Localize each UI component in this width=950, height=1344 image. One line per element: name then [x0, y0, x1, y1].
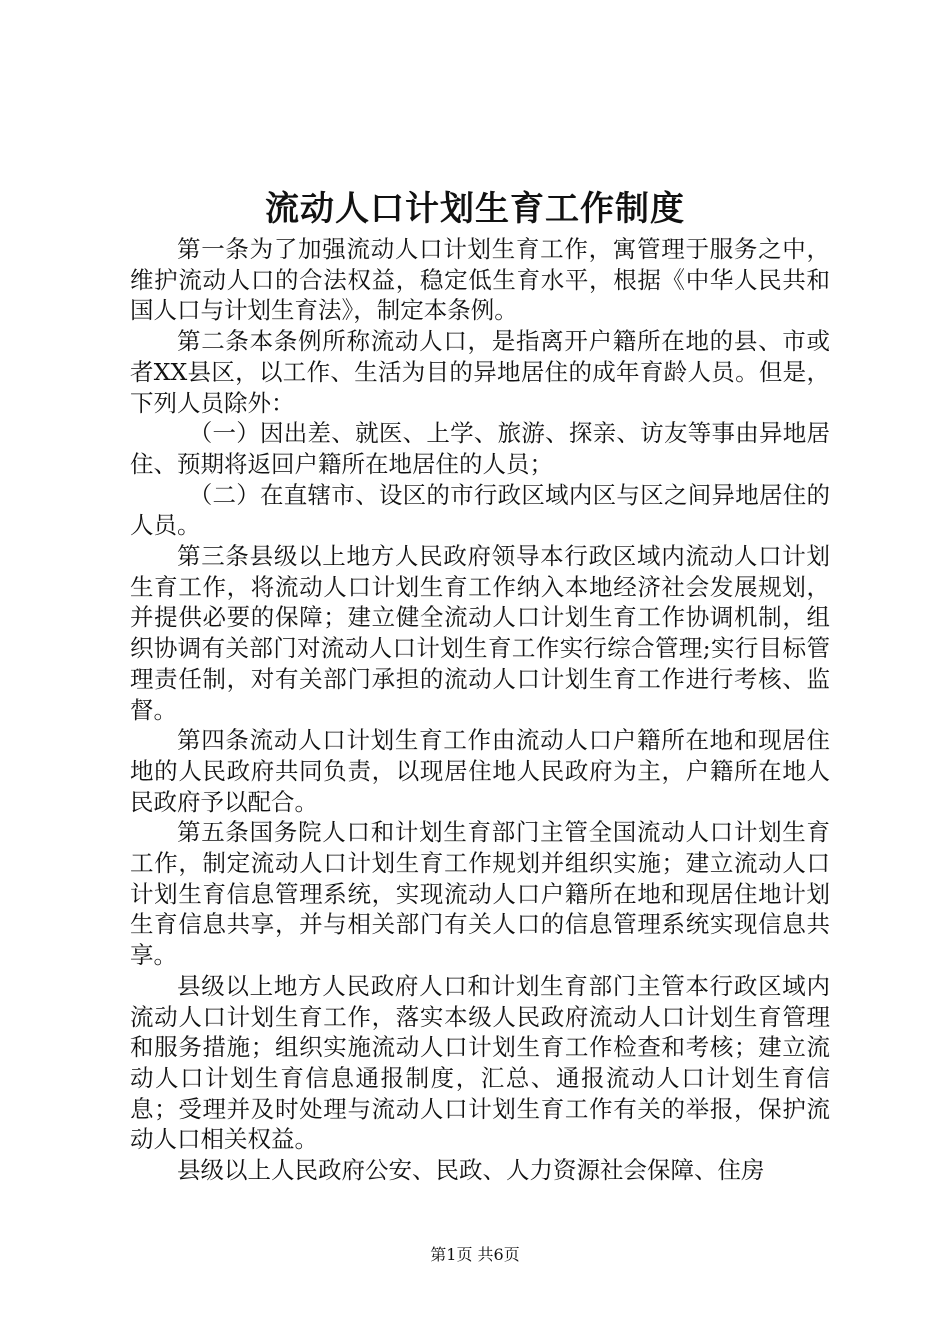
page-number: 第1页 共6页	[430, 1245, 520, 1264]
paragraph-article-5: 第五条国务院人口和计划生育部门主管全国流动人口计划生育工作，制定流动人口计划生育工作规划并组织实施；建立流动人口计划生育信息管理系统，实现流动人口户籍所在地和现居住地计划生育信息共享，并与相关部门有关人口的信息管理系统实现信息共享。	[130, 818, 830, 970]
paragraph-exception-2: （二）在直辖市、设区的市行政区域内区与区之间异地居住的人员。	[130, 480, 830, 540]
paragraph-article-1: 第一条为了加强流动人口计划生育工作，寓管理于服务之中，维护流动人口的合法权益，稳定低生育水平，根据《中华人民共和国人口与计划生育法》，制定本条例。	[130, 235, 830, 325]
paragraph-article-5-departments: 县级以上人民政府公安、民政、人力资源社会保障、住房	[177, 1156, 765, 1185]
paragraph-exception-1: （一）因出差、就医、上学、旅游、探亲、访友等事由异地居住、预期将返回户籍所在地居住的人员；	[130, 419, 830, 478]
paragraph-article-2: 第二条本条例所称流动人口，是指离开户籍所在地的县、市或者XX县区，以工作、生活为目的异地居住的成年育龄人员。但是，下列人员除外：	[130, 327, 830, 417]
document-title: 流动人口计划生育工作制度	[265, 189, 685, 229]
document-body	[130, 234, 830, 1186]
paragraph-article-5-county: 县级以上地方人民政府人口和计划生育部门主管本行政区域内流动人口计划生育工作，落实本级人民政府流动人口计划生育管理和服务措施；组织实施流动人口计划生育工作检查和考核；建立流动人口计划生育信息通报制度，汇总、通报流动人口计划生育信息；受理并及时处理与流动人口计划生育工作有关的举报，保护流动人口相关权益。	[130, 971, 830, 1154]
paragraph-article-4: 第四条流动人口计划生育工作由流动人口户籍所在地和现居住地的人民政府共同负责，以现居住地人民政府为主，户籍所在地人民政府予以配合。	[130, 726, 830, 816]
paragraph-article-3: 第三条县级以上地方人民政府领导本行政区域内流动人口计划生育工作，将流动人口计划生育工作纳入本地经济社会发展规划，并提供必要的保障；建立健全流动人口计划生育工作协调机制，组织协调有关部门对流动人口计划生育工作实行综合管理;实行目标管理责任制，对有关部门承担的流动人口计划生育工作进行考核、监督。	[130, 542, 830, 724]
